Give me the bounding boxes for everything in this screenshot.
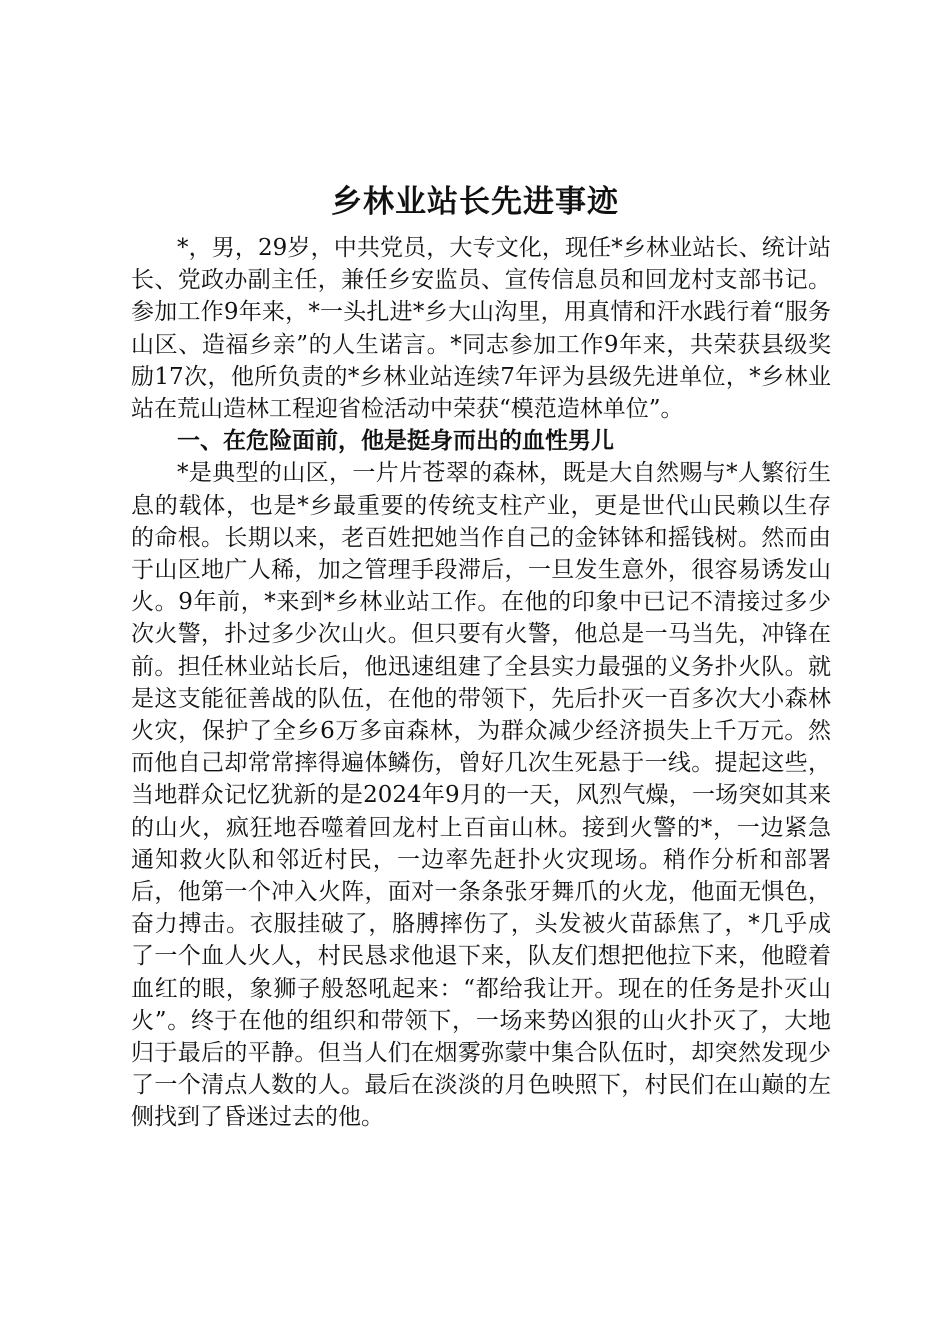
section-heading: 一、在危险面前，他是挺身而出的血性男儿 [177,428,614,455]
section-paragraph: *是典型的山区，一片片苍翠的森林，既是大自然赐与*人繁衍生息的载体，也是*乡最重要的传统支柱产业，更是世代山民赖以生存的命根。长期以来，老百姓把她当作自己的金钵钵和摇钱树。然而由于山区地广人稀，加之管理手段滞后，一旦发生意外，很容易诱发山火。9年前，*来到*乡林业站工作。在他的印象中已记不清接过多少次火警，扑过多少次山火。但只要有火警，他总是一马当先，冲锋在前。担任林业站长后，他迅速组建了全县实力最强的义务扑火队。就是这支能征善战的队伍，在他的带领下，先后扑灭一百多次大小森林火灾，保护了全乡6万多亩森林，为群众减少经济损失上千万元。然而他自己却常常摔得遍体鳞伤，曾好几次生死悬于一线。提起这些，当地群众记忆犹新的是2024年9月的一天，风烈气燥，一场突如其来的山火，疯狂地吞噬着回龙村上百亩山林。接到火警的*，一边紧急通知救火队和邻近村民，一边率先赶扑火灾现场。稍作分析和部署后，他第一个冲入火阵，面对一条条张牙舞爪的火龙，他面无惧色，奋力搏击。衣服挂破了，胳膊摔伤了，头发被火苗舔焦了，*几乎成了一个血人火人，村民恳求他退下来，队友们想把他拉下来，他瞪着血红的眼，象狮子般怒吼起来：“都给我让开。现在的任务是扑灭山火”。终于在他的组织和带领下，一场来势凶狠的山火扑灭了，大地归于最后的平静。但当人们在烟雾弥蒙中集合队伍时，却突然发现少了一个清点人数的人。最后在淡淡的月色映照下，村民们在山巅的左侧找到了昏迷过去的他。 [131,460,831,1131]
document-title: 乡林业站长先进事迹 [331,184,619,220]
intro-paragraph: *，男，29岁，中共党员，大专文化，现任*乡林业站长、统计站长、党政办副主任，兼任乡安监员、宣传信息员和回龙村支部书记。参加工作9年来，*一头扎进*乡大山沟里，用真情和汗水践行着“服务山区、造福乡亲”的人生诺言。*同志参加工作9年来，共荣获县级奖励17次，他所负责的*乡林业站连续7年评为县级先进单位，*乡林业站在荒山造林工程迎省检活动中荣获“模范造林单位”。 [131,235,831,423]
document-body [131,232,831,1134]
